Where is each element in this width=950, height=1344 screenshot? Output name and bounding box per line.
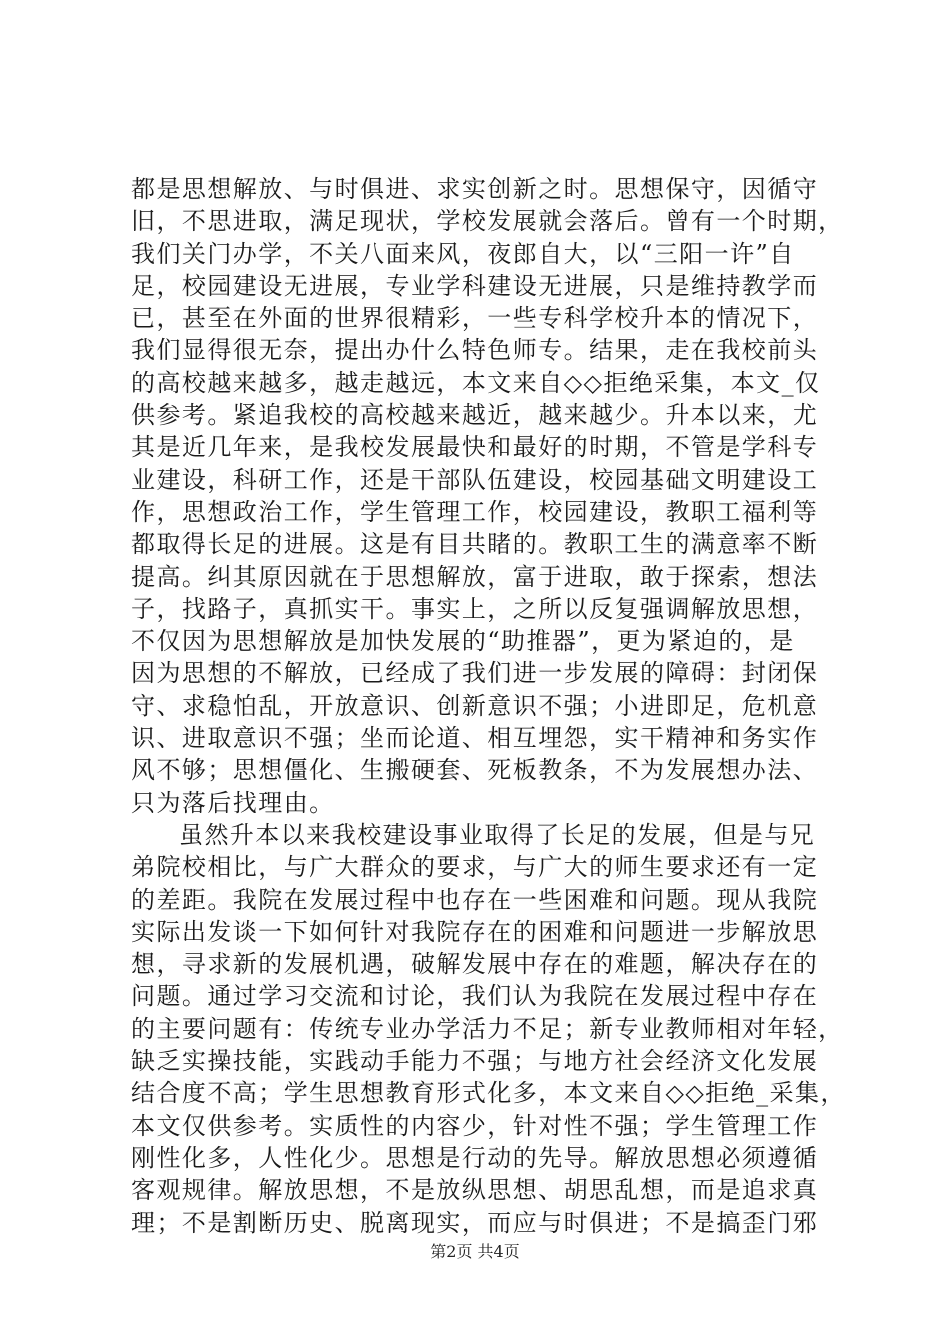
text-line: 子，找路子，真抓实干。事实上，之所以反复强调解放思想，	[131, 594, 819, 623]
text-line: 我们显得很无奈，提出办什么特色师专。结果，走在我校前头	[131, 336, 819, 365]
paragraph	[131, 819, 846, 1239]
text-line: 已，甚至在外面的世界很精彩，一些专科学校升本的情况下，	[131, 304, 819, 333]
text-line: 不仅因为思想解放是加快发展的“助推器”，更为紧迫的，是	[131, 627, 795, 656]
text-line: 旧，不思进取，满足现状，学校发展就会落后。曾有一个时期，	[131, 207, 844, 236]
text-line: 都是思想解放、与时俱进、求实创新之时。思想保守，因循守	[131, 175, 819, 203]
text-line: 本文仅供参考。实质性的内容少，针对性不强；学生管理工作	[131, 1111, 819, 1140]
text-line: 守、求稳怕乱，开放意识、创新意识不强；小进即足，危机意	[131, 691, 819, 720]
text-line: 的高校越来越多，越走越远，本文来自◇◇拒绝采集，本文_仅	[131, 368, 821, 397]
text-line: 缺乏实操技能，实践动手能力不强；与地方社会经济文化发展	[131, 1047, 819, 1076]
text-line: 识、进取意识不强；坐而论道、相互埋怨，实干精神和务实作	[131, 724, 819, 753]
text-line: 足，校园建设无进展，专业学科建设无进展，只是维持教学而	[131, 271, 819, 300]
text-line: 的差距。我院在发展过程中也存在一些困难和问题。现从我院	[131, 885, 819, 914]
text-line: 刚性化多，人性化少。思想是行动的先导。解放思想必须遵循	[131, 1143, 819, 1172]
text-line: 想，寻求新的发展机遇，破解发展中存在的难题，解决存在的	[131, 950, 819, 979]
paragraph	[131, 173, 844, 819]
text-line: 风不够；思想僵化、生搬硬套、死板教条，不为发展想办法、	[131, 756, 819, 785]
text-line: 其是近几年来，是我校发展最快和最好的时期，不管是学科专	[131, 433, 819, 462]
document-body	[131, 173, 846, 1239]
text-line: 我们关门办学，不关八面来风，夜郎自大，以“三阳一许”自	[131, 239, 795, 268]
text-line: 供参考。紧追我校的高校越来越近，越来越少。升本以来，尤	[131, 401, 819, 430]
text-line: 弟院校相比，与广大群众的要求，与广大的师生要求还有一定	[131, 853, 819, 882]
text-line: 都取得长足的进展。这是有目共睹的。教职工生的满意率不断	[131, 530, 819, 559]
text-line: 结合度不高；学生思想教育形式化多，本文来自◇◇拒绝_采集，	[131, 1079, 846, 1108]
text-line: 业建设，科研工作，还是干部队伍建设，校园基础文明建设工	[131, 465, 819, 494]
text-line: 只为落后找理由。	[131, 788, 335, 817]
text-line: 的主要问题有：传统专业办学活力不足；新专业教师相对年轻，	[131, 1014, 844, 1043]
text-line: 作，思想政治工作，学生管理工作，校园建设，教职工福利等	[131, 497, 819, 526]
text-line: 虽然升本以来我校建设事业取得了长足的发展，但是与兄	[179, 820, 816, 849]
text-line: 因为思想的不解放，已经成了我们进一步发展的障碍：封闭保	[131, 659, 819, 688]
text-line: 客观规律。解放思想，不是放纵思想、胡思乱想，而是追求真	[131, 1176, 819, 1205]
text-line: 实际出发谈一下如何针对我院存在的困难和问题进一步解放思	[131, 917, 819, 946]
page-number-footer: 第2页 共4页	[430, 1242, 520, 1261]
text-line: 问题。通过学习交流和讨论，我们认为我院在发展过程中存在	[131, 982, 819, 1011]
text-line: 理；不是割断历史、脱离现实，而应与时俱进；不是搞歪门邪	[131, 1208, 819, 1237]
text-line: 提高。纠其原因就在于思想解放，富于进取，敢于探索，想法	[131, 562, 819, 591]
